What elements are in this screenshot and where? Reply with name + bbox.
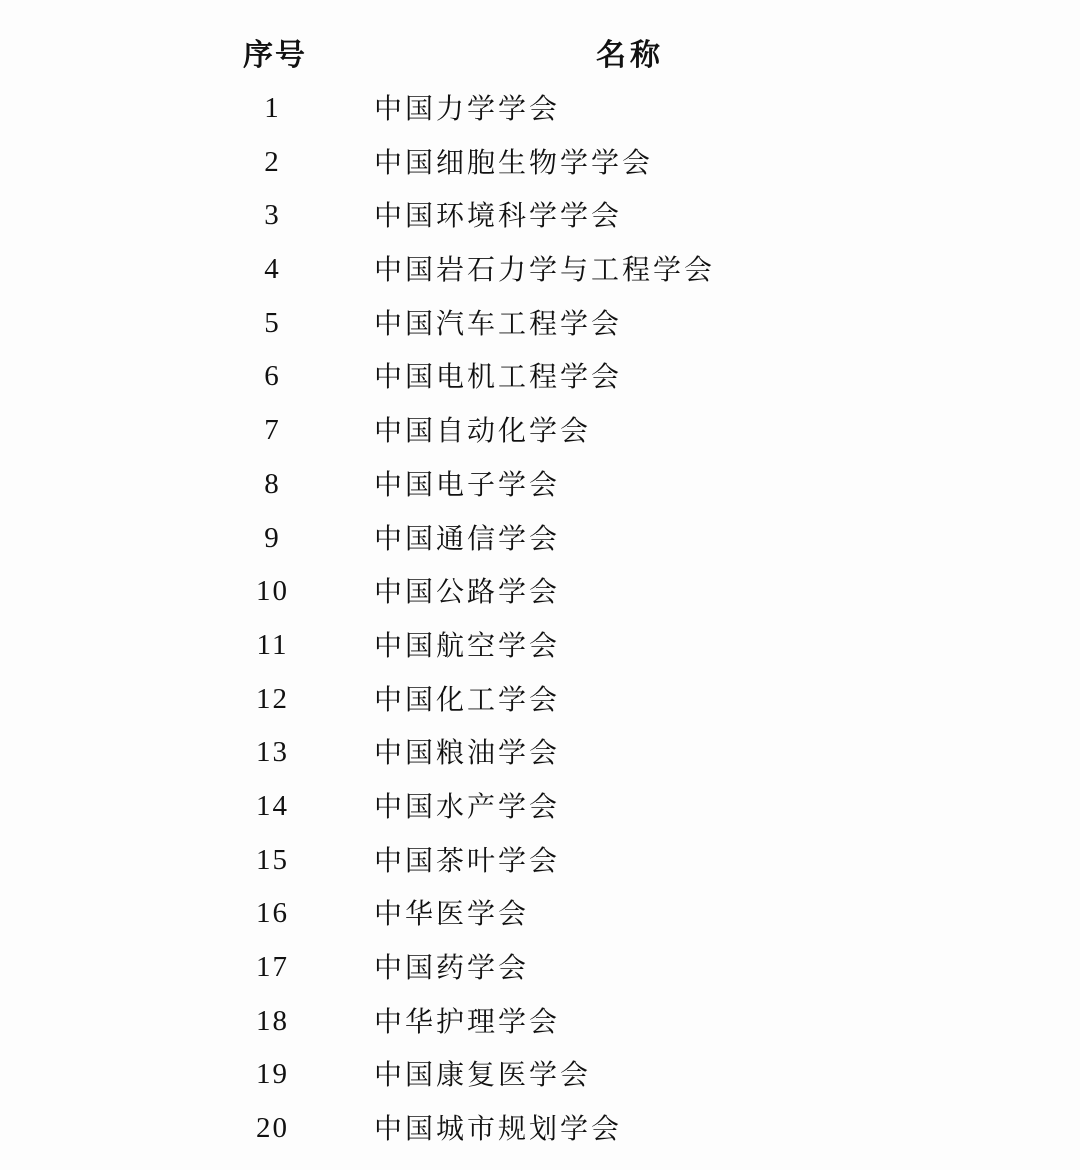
row-index: 10: [256, 575, 289, 608]
row-name: 中国通信学会: [374, 521, 561, 555]
table-row: [0, 350, 1080, 404]
row-index: 3: [264, 199, 281, 232]
table-header: [0, 32, 1080, 80]
row-index: 15: [256, 843, 289, 876]
row-index: 17: [256, 951, 289, 983]
row-name: 中国公路学会: [374, 575, 561, 609]
table-row: [0, 189, 1080, 243]
table-row: [0, 780, 1080, 834]
row-index: 5: [264, 306, 281, 339]
row-name: 中国汽车工程学会: [374, 306, 623, 340]
row-name: 中华护理学会: [374, 1004, 561, 1038]
row-index: 2: [264, 145, 281, 178]
row-index: 18: [256, 1004, 289, 1037]
row-name: 中国力学学会: [374, 92, 561, 125]
table-row: [0, 1048, 1080, 1102]
row-index: 14: [256, 789, 289, 822]
table-row: [0, 941, 1080, 995]
row-name: 中国自动化学会: [374, 414, 592, 448]
table-row: [0, 404, 1080, 458]
row-name: 中国水产学会: [374, 789, 561, 823]
table-row: [0, 512, 1080, 566]
table-row: [0, 726, 1080, 780]
row-index: 8: [264, 467, 281, 500]
table-row: [0, 887, 1080, 941]
row-name: 中国环境科学学会: [374, 199, 623, 233]
row-index: 16: [256, 897, 289, 930]
row-index: 9: [264, 521, 281, 554]
header-index: 序号: [243, 38, 307, 73]
row-name: 中国药学会: [374, 951, 530, 984]
row-index: 6: [264, 360, 281, 393]
row-index: 19: [256, 1058, 289, 1091]
table-body: [0, 82, 1080, 1156]
row-name: 中国康复医学会: [374, 1058, 592, 1092]
row-name: 中国岩石力学与工程学会: [374, 253, 716, 287]
table-row: [0, 82, 1080, 136]
header-name: 名称: [596, 38, 664, 73]
row-name: 中国电子学会: [374, 467, 561, 501]
row-index: 12: [256, 682, 289, 715]
row-index: 1: [264, 92, 281, 124]
row-name: 中国细胞生物学学会: [374, 145, 654, 179]
row-name: 中国茶叶学会: [374, 843, 561, 877]
row-name: 中国航空学会: [374, 628, 561, 662]
row-index: 7: [264, 414, 281, 447]
table-row: [0, 565, 1080, 619]
row-name: 中国化工学会: [374, 682, 561, 716]
table-row: [0, 995, 1080, 1049]
table-row: [0, 673, 1080, 727]
row-name: 中国电机工程学会: [374, 360, 623, 394]
row-name: 中华医学会: [374, 897, 530, 931]
row-index: 4: [264, 253, 281, 286]
table-row: [0, 1102, 1080, 1156]
row-name: 中国城市规划学会: [374, 1112, 623, 1146]
table-row: [0, 136, 1080, 190]
table-row: [0, 458, 1080, 512]
row-index: 13: [256, 736, 289, 769]
table-row: [0, 619, 1080, 673]
row-index: 11: [256, 628, 289, 661]
table-row: [0, 243, 1080, 297]
row-name: 中国粮油学会: [374, 736, 561, 770]
row-index: 20: [256, 1112, 289, 1145]
table-row: [0, 297, 1080, 351]
table-row: [0, 834, 1080, 888]
